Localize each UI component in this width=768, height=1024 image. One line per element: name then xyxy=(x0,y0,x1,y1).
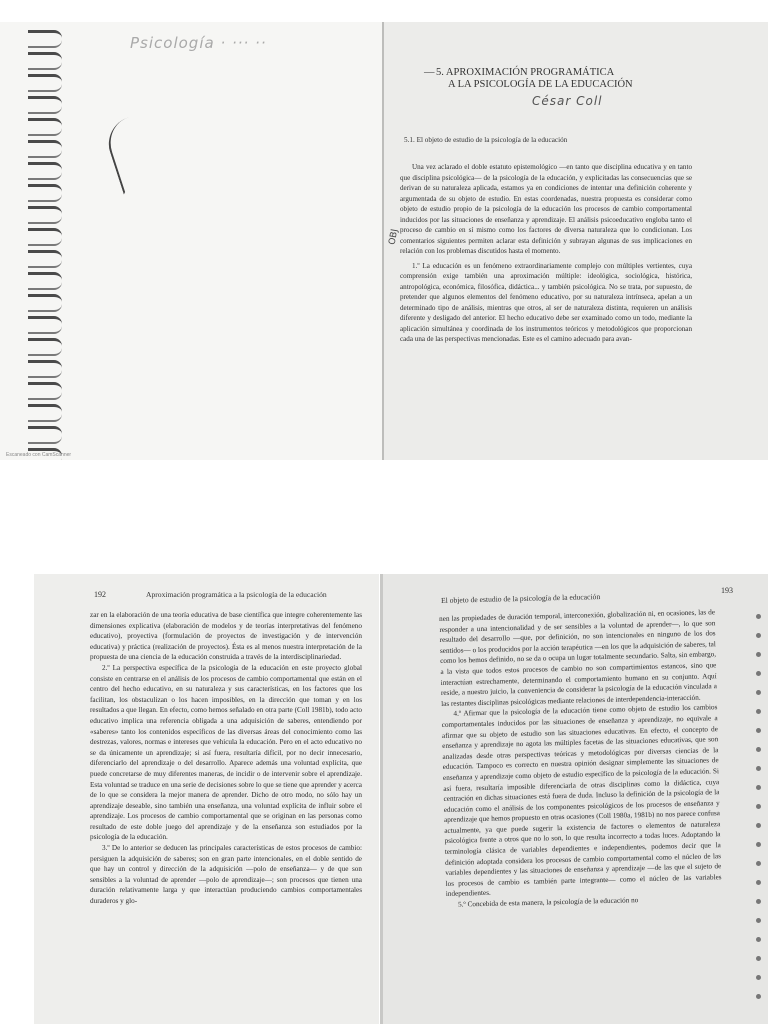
paragraph: 2.º La perspectiva específica de la psicología de la educación en este proyecto global consiste en centrarse en el análisis de los procesos de cambio comportamental que están en el centro del hecho educativo, en su naturaleza y sus características, en los factores que los facilitan, los obstaculizan o los hacen imposibles, en la dirección que toman y en los resultados a que llegan. En efecto, como hemos señalado en otra parte (Coll 1981b), todo acto educativo implica una referencia obligada a una adquisición de saberes, entendiendo por «saberes» tanto los contenidos específicos de las diversas áreas del conocimiento como las destrezas, valores, normas e intereses que vehicula la educación. Pero en el acto educativo no se da únicamente un aprendizaje; si así fuera, resultaría difícil, por no decir innecesario, diferenciarlo del aprendizaje o del desarrollo. Aparece además una voluntad explícita, que puede concretarse de muy diferentes maneras, de incidir o de intervenir sobre el aprendizaje. Esta voluntad se traduce en una serie de decisiones sobre lo que se tiene que aprender y acerca de lo que se considera la mejor manera de aprender. Dicho de otro modo, no sólo hay un aprendizaje deseable, sino también una enseñanza, una voluntad explícita de influir sobre el aprendizaje. Los procesos de cambio comportamental que se originan en las personas como resultado de este doble juego del aprendizaje y de la enseñanza son estudiados por la psicología de la educación. xyxy=(90,663,362,842)
paragraph: 4.º Afirmar que la psicología de la educación tiene como objeto de estudio los cambios comportamentales inducidos por las situaciones de enseñanza y aprendizaje, no equivale a afirmar que su objeto de estudio son las situaciones educativas. En efecto, el concepto de enseñanza y aprendizaje no agota las múltiples facetas de las situaciones educativas, que son analizadas desde otras perspectivas teóricas y metodológicas por diversas ciencias de la educación. Tampoco es correcto en nuestra opinión designar simplemente las situaciones de enseñanza y aprendizaje como objeto de estudio específico de la psicología de la educación. Si así fuera, resultaría imposible diferenciarla de otras disciplinas como la didáctica, cuya centración en dichas situaciones está fuera de duda. Incluso la definición de la psicología de la educación como el análisis de los componentes psicológicos de los procesos de enseñanza y aprendizaje que hemos propuesto en otras ocasiones (Coll 1980a, 1981b) no nos parece confusa actualmente, ya que puede sugerir la existencia de factores o elementos de naturaleza psicológica frente a otros que no lo son, lo que resulta incorrecto a todas luces. Adoptando la terminología clásica de variables dependientes e independientes, podemos decir que la definición adoptada considera los procesos de cambio comportamental como el núcleo de las variables dependientes y las situaciones de enseñanza y aprendizaje —de las que el sujeto de los procesos de cambio es también parte integrante— como el núcleo de las variables independientes. xyxy=(441,703,722,899)
paragraph: 3.º De lo anterior se deducen las principales características de estos procesos de cambio: persiguen la adquisición de saberes; son en gran parte intencionales, en el doble sentido de que hay un control y dirección de la adquisición —polo de enseñanza— y de que son sensibles a la voluntad de aprender —polo de aprendizaje—; son procesos que tienen una duración relativamente larga y que interactúan produciendo cambios comportamentales duraderos y glo- xyxy=(90,844,362,906)
paragraph: Una vez aclarado el doble estatuto epistemológico —en tanto que disciplina educativa y en tanto que disciplina psicológica— de la psicología de la educación, y explicitadas las consecuencias que se derivan de su naturaleza aplicada, estamos ya en condiciones de intentar una definición coherente y argumentada de su objeto de estudio. En estas coordenadas, nuestra propuesta es considerar como objeto de estudio propio de la psicología de la educación los procesos de cambio comportamental inducidos por las situaciones de enseñanza y aprendizaje. El análisis psicoeducativo engloba tanto el proceso de cambio en sí mismo como los factores de diversa naturaleza que lo condicionan. Los comentarios siguientes permiten aclarar esta definición y subrayan algunas de sus implicaciones en relación con los problemas discutidos hasta el momento. xyxy=(400,163,692,255)
notebook-back-page xyxy=(0,22,383,460)
margin-annotation: OBJ xyxy=(387,228,401,246)
author-handwritten: César Coll xyxy=(532,94,603,108)
running-head: Aproximación programática a la psicología de la educación xyxy=(146,590,327,599)
paragraph: nen las propiedades de duración temporal, interconexión, globalización ni, en ocasiones, las de responder a una intencionalidad y de ser sensibles a la voluntad de aprender—, lo que son resultado del desarrollo —que, por definición, no son intencionales en ninguno de los dos sentidos— o los producidos por la acción terapéutica —en los que la adquisición de saberes, tal como los hemos definido, no se da o ocupa un lugar totalmente secundario. Salta, sin embargo, a la vista que todos estos procesos de cambio no son compartimientos estancos, sino que interactúan estrechamente, determinando el comportamiento humano en su conjunto. Aquí reside, a nuestro juicio, la conveniencia de considerar la psicología de la educación vinculada a las restantes disciplinas psicológicas mediante relaciones de interdependencia-interacción. xyxy=(439,608,717,708)
body-text xyxy=(90,610,362,907)
body-text xyxy=(439,607,722,910)
paragraph: zar en la elaboración de una teoría educativa de base científica que integre coherentemente las dimensiones explicativa (elaboración de modelos y de teorías interpretativas del fenómeno educativo), proyectiva (formulación de proyectos de investigación y de intervención educativa) y práctica (realización de proyectos). Ésta es al menos nuestra interpretación de la propuesta de una ciencia de la educación construida a través de la interdisciplinariedad. xyxy=(90,611,362,662)
scanner-watermark: Escaneado con CamScanner xyxy=(6,452,72,458)
spiral-binding xyxy=(28,30,68,460)
paragraph: 5.º Concebida de esta manera, la psicología de la educación no xyxy=(458,896,639,909)
section-heading: 5.1. El objeto de estudio de la psicología de la educación xyxy=(404,136,568,144)
page-192 xyxy=(34,574,379,1024)
page-number: 193 xyxy=(721,586,733,595)
binding-holes xyxy=(756,614,762,1013)
page-193 xyxy=(383,574,768,1024)
page-number: 192 xyxy=(94,590,106,599)
chapter-title: — 5. APROXIMACIÓN PROGRAMÁTICA A LA PSICOLOGÍA DE LA EDUCACIÓN xyxy=(424,67,633,90)
running-head: El objeto de estudio de la psicología de la educación xyxy=(440,592,601,605)
paragraph: 1.º La educación es un fenómeno extraordinariamente complejo con múltiples vertientes, cuya comprensión exige también una aproximación múltiple: ideológica, sociológica, histórica, antropológica, económica, filosófica, didáctica... y también psicológica. No se trata, por supuesto, de pretender que algunos elementos del fenómeno educativo, por su naturaleza intrínseca, apelan a un determinado tipo de análisis, mientras que otros, al ser de naturaleza distinta, requieren un análisis diferente y desligado del anterior. El hecho educativo debe ser examinado como un todo, mediante la aplicación simultánea y coordinada de los instrumentos teóricos y metodológicos que proporcionan cada una de las perspectivas mencionadas. Este es el camino adecuado para avan- xyxy=(400,261,692,343)
faint-handwriting: Psicología · ··· ·· xyxy=(130,34,267,52)
chapter-opening-page xyxy=(384,22,768,460)
body-text xyxy=(400,162,692,349)
pencil-stroke xyxy=(102,117,151,194)
